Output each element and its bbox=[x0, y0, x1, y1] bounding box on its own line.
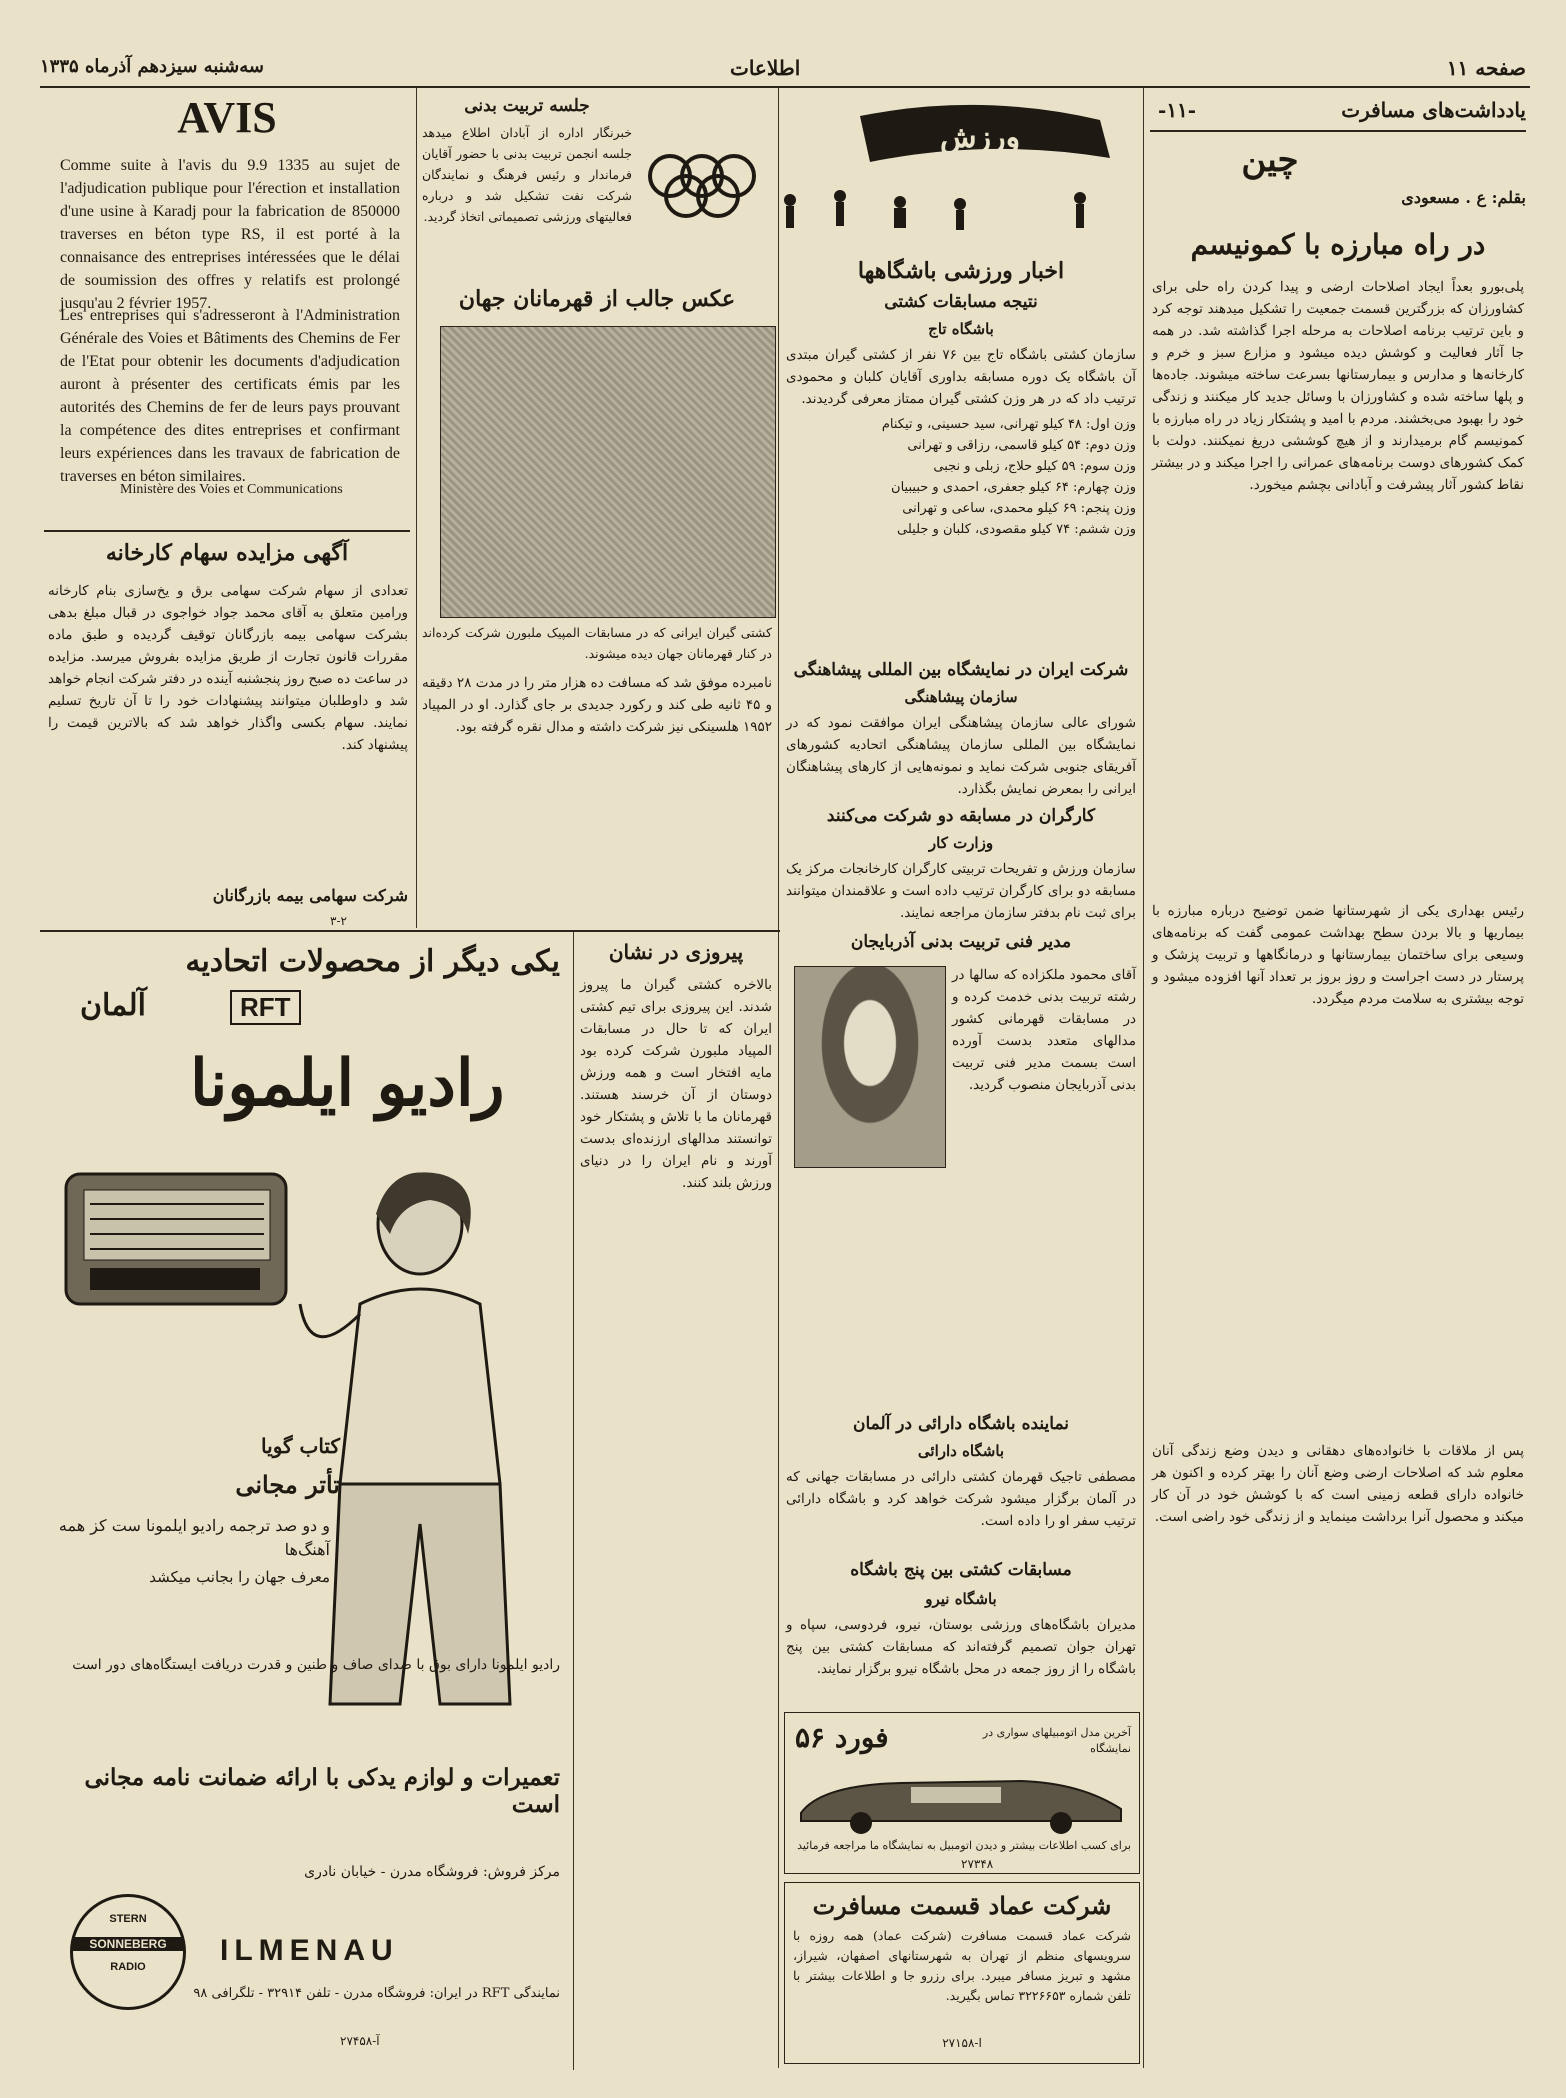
ford-ad bbox=[784, 1712, 1140, 1874]
car-icon bbox=[791, 1765, 1131, 1835]
sports-banner bbox=[640, 96, 1136, 246]
radio-ad-headline bbox=[50, 944, 560, 979]
ford-code: ۲۷۳۴۸ bbox=[961, 1857, 994, 1871]
five-clubs-title: مسابقات کشتی بین پنج باشگاه bbox=[850, 1560, 1072, 1580]
weight-item: وزن ششم: ۷۴ کیلو مقصودی، کلبان و جلیلی bbox=[897, 522, 1136, 537]
weights-list bbox=[786, 414, 1136, 540]
radio-book: کتاب گویا bbox=[261, 1434, 340, 1458]
ilmenau-brand: ILMENAU bbox=[220, 1934, 399, 1967]
sports-banner-title: ورزش bbox=[940, 120, 1021, 155]
iran-scout-sub: سازمان پیشاهنگی bbox=[904, 688, 1018, 706]
masthead-page: صفحه ۱۱ bbox=[1446, 56, 1526, 80]
stern-mid: SONNEBERG bbox=[73, 1937, 183, 1951]
workers-title: کارگران در مسابقه دو شرکت می‌کنند bbox=[826, 806, 1096, 826]
champions-photo bbox=[440, 326, 776, 618]
phys-ed-title: جلسه تربیت بدنی bbox=[464, 96, 590, 116]
workers-sub: وزارت کار bbox=[928, 834, 994, 852]
workers-body: سازمان ورزش و تفریحات تربیتی کارگران کارخانجات مرکز یک مسابقه دو برای کارگران ترتیب داده است و علاقمندان میتوانند برای ثبت نام بدفتر سازمان مراجعه نمایند. bbox=[786, 861, 1136, 921]
avis-body: Comme suite à l'avis du 9.9 1335 au sujet de l'adjudication publique pour l'érection et installation d'une usine à Karadj pour la fabrication de 850000 traverses en béton type RS, il est porté à la connaisance des entreprises intéressées que le délai de soumission des offres y relatifs est prolongé jusqu'au 2 février 1957. bbox=[60, 157, 400, 312]
divider-midright bbox=[778, 88, 779, 2068]
iran-scout-title: شرکت ایران در نمایشگاه بین المللی پیشاهنگی bbox=[793, 660, 1129, 680]
travel-co bbox=[784, 1882, 1140, 2064]
travel-co-title: شرکت عماد قسمت مسافرت bbox=[812, 1891, 1112, 1920]
weight-item: وزن چهارم: ۶۴ کیلو جعفری، احمدی و حبیبیان bbox=[891, 480, 1136, 495]
piroozi-title: پیروزی در نشان bbox=[608, 940, 744, 964]
radio-desc: رادیو ایلمونا دارای بوق با صدای صاف و طنین و قدرت دریافت ایستگاه‌های دور است bbox=[72, 1657, 560, 1673]
radio-code: ۲۷۴۵۸-آ bbox=[340, 2034, 380, 2048]
clubs-sub: نتیجه مسابقات کشتی bbox=[884, 292, 1038, 312]
taj-body: سازمان کشتی باشگاه تاج بین ۷۶ نفر از کشتی گیران مبتدی آن باشگاه یک دوره مسابقه بداوری آقایان کلبان و محمودی ترتیب داد که در هر وزن کشتی گیران ممتاز معرفی گردیدند. bbox=[786, 347, 1136, 407]
travel-co-code: ۲۷۱۵۸-ا bbox=[942, 2036, 982, 2050]
radio-guarantee: تعمیرات و لوازم یدکی با ارائه ضمانت نامه مجانی است bbox=[84, 1764, 560, 1818]
auction-code: ۳-۲ bbox=[330, 914, 347, 928]
avis-signature: Ministère des Voies et Communications bbox=[120, 482, 343, 497]
masthead bbox=[40, 52, 1526, 86]
iran-scout-body: شورای عالی سازمان پیشاهنگی ایران موافقت نمود که در نمایشگاه بین المللی سازمان پیشاهنگی اتحادیه کشورهای آفریقای جنوبی شرکت نماید و نمونه‌هایی از کارهای پیشاهنگان ایرانی را بمعرض نمایش بگذارد. bbox=[786, 715, 1136, 797]
travel-byline: بقلم: ع . مسعودی bbox=[1401, 188, 1526, 207]
travel-body: پلی‌بورو بعداً ایجاد اصلاحات ارضی و پیدا کردن راه حلی برای کشاورزان که بزرگترین قسمت جمعیت را تشکیل میدهند توجه کرد و باین ترتیب برنامه اصلاحات به مرحله اجرا گذاشته شد. در همه جا آثار فعالیت و کوشش دیده میشود و مزارع سبز و خرم و کارخانه‌ها و مدارس و بیمارستانها بسرعت ساخته میشوند. جاده‌ها و پلها ساخته شده و کشاورزان با وسائل جدید کار میکنند و زندگی خود را بهبود می‌بخشند. مردم با امید و پشتکار زیاد در راه مبارزه با کمونیسم گام برمیدارند و از هیچ کوششی دریغ نمیکنند. دولت با کمک کشورهای دوست برنامه‌های عمرانی را اجرا میکند و در بیشتر نقاط کشور آثار پیشرفت و آبادانی بچشم میخورد. bbox=[1152, 279, 1524, 493]
stern-bot: RADIO bbox=[110, 1961, 146, 1973]
photo-title: عکس جالب از قهرمانان جهان bbox=[458, 286, 736, 312]
auction-body: تعدادی از سهام شرکت سهامی برق و یخ‌سازی بنام کارخانه ورامین متعلق به آقای محمد جواد خواجوی در قبال مبلغ بدهی بشرکت سهامی بیمه بازرگانان توقیف گردیده و طبق ماده مقررات قانون تجارت از طریق مزایده بفروش میرسد. مزایده در ساعت ده صبح روز پنجشنبه آینده در دفتر شرکت انجام خواهد شد و داوطلبان میتوانند پیشنهادات خود را تا آن تاریخ تسلیم نمایند. سهام بکسی واگذار خواهد شد که بالاترین قیمت را پیشنهاد کند. bbox=[47, 583, 408, 753]
travel-country: چین bbox=[1241, 140, 1299, 180]
auction-signature: شرکت سهامی بیمه بازرگانان bbox=[212, 886, 408, 905]
weight-item: وزن اول: ۴۸ کیلو تهرانی، سید حسینی، و تیکنام bbox=[881, 417, 1136, 432]
darai-body: مصطفی تاجیک قهرمان کشتی دارائی در مسابقات جهانی که در آلمان برگزار میشود شرکت خواهد کرد و باشگاه دارائی ترتیب سفر او را داده است. bbox=[786, 1469, 1136, 1529]
weight-item: وزن دوم: ۵۴ کیلو قاسمی، رزاقی و تهرانی bbox=[907, 438, 1136, 453]
azer-body: آقای محمود ملکزاده که سالها در رشته تربیت بدنی خدمت کرده و در مسابقات قهرمانی کشور مدالهای متعدد بدست آورده است بسمت مدیر فنی تربیت بدنی آذربایجان منصوب گردید. bbox=[952, 967, 1136, 1093]
radio-slogan: و دو صد ترجمه رادیو ایلمونا ست کز همه آهنگ‌ها bbox=[58, 1516, 330, 1559]
photo-caption: کشتی گیران ایرانی که در مسابقات المپیک ملبورن شرکت کرده‌اند در کنار قهرمانان جهان دیده میشوند. bbox=[422, 625, 772, 661]
ford-text: برای کسب اطلاعات بیشتر و دیدن اتومبیل به نمایشگاه ما مراجعه فرمائید bbox=[797, 1839, 1131, 1852]
photo-body: نامبرده موفق شد که مسافت ده هزار متر را در مدت ۲۸ دقیقه و ۴۵ ثانیه طی کند و رکورد جدیدی بر جای گذارد. او در المپیاد ۱۹۵۲ هلسینکی نیز شرکت داشته و مدال نقره گرفته بود. bbox=[422, 675, 773, 735]
piroozi-body: بالاخره کشتی گیران ما پیروز شدند. این پیروزی برای تیم کشتی ایران که تا حال در مسابقات المپیاد ملبورن شرکت کرده بود مایه افتخار است و همه ورزش دوستان از آن خرسند هستند. قهرمانان ما با تلاش و پشتکار خود توانستند مدالهای ارزنده‌ای بدست آورند و نام ایران را در دنیای ورزش بلند کنند. bbox=[580, 977, 772, 1191]
divider-mid bbox=[416, 88, 417, 928]
avis-body-2: Les entreprises qui s'adresseront à l'Administration Générale des Voies et Bâtiments des Chemins de Fer de l'Etat pour obtenir les documents d'adjudication auront à présenter des certificats émis par les autorités des Chemins de fer de leurs pays prouvant la compétence des dites entreprises et confirmant leurs expériences dans les travaux de fabrication de traverses en béton similaires. bbox=[60, 307, 400, 485]
azer-portrait bbox=[794, 966, 946, 1168]
masthead-paper: اطلاعات bbox=[730, 56, 801, 80]
niro-title: باشگاه نیرو bbox=[925, 1590, 997, 1608]
niro-body: مدیران باشگاه‌های ورزشی بوستان، نیرو، فردوسی، سپاه و تهران جوان تصمیم گرفته‌اند که مسابقات کشتی بین پنج باشگاه را از روز جمعه در محل باشگاه نیرو برگزار نمایند. bbox=[786, 1617, 1136, 1677]
darai-sub: باشگاه دارائی bbox=[917, 1442, 1005, 1460]
radio-agent: نمایندگی RFT در ایران: فروشگاه مدرن - تلفن ۳۲۹۱۴ - تلگرافی ۹۸ bbox=[193, 1986, 560, 2001]
travel-body-3: پس از ملاقات با خانواده‌های دهقانی و دیدن وضع زندگی آنان معلوم شد که اصلاحات ارضی وضع آنان را بهتر کرده و اکنون هر خانواده دارای قطعه زمینی است که با کوشش خود در آن کار میکند و محصول آنرا برداشت مینماید و از زندگی خود راضی است. bbox=[1152, 1443, 1524, 1525]
taj-title: باشگاه تاج bbox=[928, 320, 994, 338]
avis-rule bbox=[44, 530, 410, 532]
travel-header bbox=[1150, 96, 1526, 132]
darai-title: نماینده باشگاه دارائی در آلمان bbox=[852, 1414, 1070, 1434]
auction-title: آگهی مزایده سهام کارخانه bbox=[105, 540, 349, 566]
travel-co-body: شرکت عماد قسمت مسافرت (شرکت عماد) همه روزه با سرویسهای منظم از تهران به شهرستانهای اصفهان، شیراز، مشهد و تبریز مسافر میبرد. برای رزرو جا و اطلاعات بیشتر با تلفن شماره ۳۲۲۶۶۵۳ تماس بگیرید. bbox=[793, 1928, 1131, 2003]
avis-title: AVIS bbox=[177, 93, 277, 142]
weight-item: وزن سوم: ۵۹ کیلو حلاج، زبلی و نجبی bbox=[933, 459, 1136, 474]
radio-ad bbox=[40, 934, 570, 2064]
phys-ed-body: خبرنگار اداره از آبادان اطلاع میدهد جلسه انجمن تربیت بدنی با حضور آقایان فرماندار و رئیس فرهنگ و نمایندگان شرکت نفت تشکیل شد و درباره فعالیتهای ورزشی تصمیماتی اتخاذ گردید. bbox=[422, 125, 632, 224]
rft-logo: RFT bbox=[230, 990, 301, 1025]
ford-subtitle: آخرین مدل اتومبیلهای سواری در نمایشگاه bbox=[982, 1726, 1131, 1755]
auction-rule bbox=[40, 930, 780, 932]
travel-headline: در راه مبارزه با کمونیسم bbox=[1190, 228, 1486, 261]
clubs-title: اخبار ورزشی باشگاهها bbox=[857, 258, 1065, 284]
radio-world: معرف جهان را بجانب میکشد bbox=[149, 1568, 330, 1586]
radio-product: رادیو ایلمونا bbox=[190, 1046, 505, 1121]
masthead-rule bbox=[40, 86, 1530, 88]
stern-badge bbox=[70, 1894, 186, 2010]
olympic-rings-icon bbox=[640, 96, 1136, 246]
divider-ad bbox=[573, 930, 574, 2070]
azer-title: مدیر فنی تربیت بدنی آذربایجان bbox=[850, 932, 1072, 952]
weight-item: وزن پنجم: ۶۹ کیلو محمدی، ساعی و تهرانی bbox=[902, 501, 1136, 516]
stern-top: STERN bbox=[109, 1913, 147, 1925]
divider-right bbox=[1143, 88, 1144, 2068]
travel-section: یادداشت‌های مسافرت bbox=[1341, 98, 1526, 122]
radio-footer: مرکز فروش: فروشگاه مدرن - خیابان نادری bbox=[304, 1864, 560, 1880]
radio-line2: آلمان bbox=[80, 988, 146, 1023]
radio-line1: یکی دیگر از محصولات اتحادیه bbox=[185, 944, 560, 979]
radio-set-icon bbox=[60, 1164, 300, 1324]
travel-body-2: رئیس بهداری یکی از شهرستانها ضمن توضیح درباره مبارزه با بیماریها و بالا بردن سطح بهداشت عمومی گفت که برنامه‌های وسیعی برای ساختمان بیمارستانها و درمانگاهها و تربیت پزشک و پرستار در دست اجراست و روز بروز بر تعداد آنها افزوده میشود و توجه بیشتری به سلامت مردم میگردد. bbox=[1152, 903, 1524, 1007]
masthead-date: سه‌شنبه سیزدهم آذرماه ۱۳۳۵ bbox=[40, 56, 264, 77]
travel-number: -۱۱- bbox=[1158, 98, 1197, 122]
radio-theatre: تأتر مجانی bbox=[235, 1470, 340, 1499]
ford-title: فورد ۵۶ bbox=[795, 1721, 889, 1754]
